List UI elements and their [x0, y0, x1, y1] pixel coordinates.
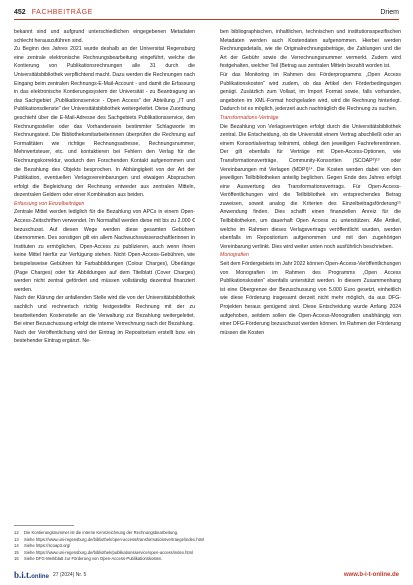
paragraph: Die Bezahlung von Verlagsverträgen erfolgt durch die Universitätsbibliothek zentral. Die Entscheidung, ob die Universität einem Vertrag abschließt oder an einem Konsortialvertrag teilnimmt, obliegt den jeweiligen Fachreferentinnen. Der gilt ebenfalls für Verträge mit Open-Access-Optionen, wie Transformationsverträge, Community-Konsortien (SCOAP³)¹³ oder Vereinbarungen mit Verlagen (MDPI)¹⁴. Die Kosten werden dabei von den jeweiligen Teilbibliotheken anteilig beglichen. Gegen Ende des Jahres erfolgt eine Auswertung des Transformationsvertrags. Für Open-Access-Veröffentlichungen wird die Teilbibliothek ein entsprechendes Betrag zuweisen, soweit analog die Kriterien des Einzelbeitragsförderung¹⁵ Anwendung finden. Dies schafft einen finanziellen Anreiz für die Teilbibliotheken, um dauerhaft Open Access zu unterstützen. Alle Artikel, welche im Rahmen dieses Verlagsvertrags veröffentlicht wurden, werden ebenfalls im Repositorium aufgenommen und mit den zugehörigen Vereinbarung verlinkt. Dies wird weiter unten noch ausführlich beschrieben.: [220, 123, 401, 250]
footnote: [14, 543, 399, 550]
paragraph: Nach der Klärung der anfallenden Stelle wird die von der Universitätsbibliothek sachlich und rechnerisch richtig festgestellte Rechnung mit der zu bearbeitenden Kostenstelle an die Verwaltung zur Bezahlung weitergeleitet. Bei einer Bezuschussung erfolgt die interne Verrechnung nach der Bezahlung.: [14, 295, 195, 328]
footnote: [14, 537, 399, 544]
logo-suffix: online: [31, 573, 49, 580]
paragraph: Zu Beginn des Jahres 2021 wurde deshalb an der Universitat Regensburg eine zentrale elektronische Rechnungsbearbeitung eingeführt, welche die Kontierung von Publikationsrechnungen alle 31 durch die Universitätsbibliothek verpflichtend macht. Dazu werden die Rechnungen nach Eingang beim zentralen Rechnungs-E-Mail-Account - und damit die Erfassung in das elektronische Kontierungssystem der Universität - zu Beantragung an das Sachgebiet „Publikationsservice - Open Access" der Abteilung „IT und Publikationsdienste" der Universitätsbibliothek weitergeleitet. Diese Zuordnung geschieht über die E-Mail-Adresse des Sachgebiets Publikationsservice, den Rechnungssteller oder das Vorhandensein bestimmter Schlagworte im Rechnungstext. Die Bibliotheksmitarbeiterinnen überprüfen die Rechnung auf Formalitäten wie richtige Rechnungsadresse, Rechnungsnummer, Mehrwertsteuer, etc. und kontaktieren bei Fehlern den Verlag für die Rechnungskorrektur, wodurch den Forschenden Kontakt aufgenommen und die Bezahlung des Objekts besprochen. In Abhängigkeit von der Art der Publikation, eventuellen Verlagsvereinbarungen und etwaigen Absprachen erfolgt die Begleichung der Rechnung entweder aus zentralen Mitteln, dezentralen Geldern oder einer Kombination aus beiden.: [14, 46, 195, 199]
subheading: Erfassung von Einzelbeiträgen: [14, 200, 85, 207]
page-number: 452: [14, 8, 26, 16]
page-header: [14, 6, 399, 18]
footnote-number: 12: [14, 530, 19, 535]
footnote-text[interactable]: Siehe https://scoap3.org/: [24, 543, 71, 549]
subheading: Transformations-Verträge: [220, 114, 279, 121]
footnote-number: 14: [14, 543, 19, 549]
section-label: FACHBEITRÄGE: [31, 8, 93, 16]
issue-info: 27 (2024) Nr. 5: [52, 571, 87, 578]
footnote-text: Die Kontierungsnummer ist die interne Kennzeichnung der Rechnungsbearbeitung.: [24, 530, 179, 535]
subheading: Monografien: [220, 252, 249, 259]
footnote-number: 16: [14, 556, 19, 562]
footnote-text[interactable]: Siehe https://www.uni-regensburg.de/bibliothek/open-access/transformationsvertraege/index.html: [24, 536, 205, 542]
paragraph: ben bibliographischen, inhaltlichen, technischen und institutionsspezifischen Metadaten werden auch Kostendaten aufgenommen. Hierbei werden Rechnungsdetails, wie die Originalrechnungsbeträge, die Zahlungen und die Art der Gebühr sowie die Verrechnungsnummer vermerkt. Zudem wird festgehalten, welcher Teil (Betrag aus zentralen Mitteln bezahlt worden ist.: [220, 29, 401, 70]
footnote: [14, 550, 399, 557]
page-footer: [14, 570, 399, 579]
footnote: [14, 530, 399, 537]
paragraph: bekannt sind und aufgrund unterschiedlichen eingegebenen Metadaten schlecht herauszuführen sind.: [14, 29, 195, 44]
paragraph: Zentrale Mittel werden lediglich für die Bezahlung von APCs in einem Open-Access-Zeitschriften verwendet. Im Normalfall werden diese mit bis zu 2.000 € bezuschusst. Auf diesen Wege werden diese gesamten Gebühren übernommen. Des sonstigen gilt ein allem Nachwuchswissenschaftlerinnen in Instituten zu ermöglichen, Open-Access zu publizieren, auch wenn ihnen keine Mittel hierfür zur Verfügung stehen. Nicht Open-Access-Gebühren, wie beispielsweise Gebühren für Farbabbildungen (Colour Charges), Überlänge (Page Charges) oder für Abbildungen auf dem Titelblatt (Cover Charges) werden nicht zentral gefördert und müssen vollständig dezentral finanziert werden.: [14, 209, 195, 293]
paragraph: Nach der Veröffentlichung wird der Eintrag im Repositorium erstellt bzw. ein bestehender Eintrag ergänzt. Ne-: [14, 329, 195, 345]
footnote: [14, 556, 399, 563]
running-title: Driem: [380, 8, 399, 16]
paragraph: Für das Monitoring im Rahmen des Förderprogramms „Open Access Publikationskosten“ wird zudem, ob das Artikel den Förderbedingungen genügt. Zusätzlich zum Vollast, im Import Format sowie, falls vorhanden, angeboten im XML-Format hochgeladen wird, wird die Rechnung hinterlegt. Dadurch ist es möglich, jederzeit auch nachträglich die Rechnung zu suchen.: [220, 71, 401, 113]
left-column: [14, 28, 195, 516]
website-link[interactable]: www.b-i-t-online.de: [343, 571, 399, 578]
journal-logo: [14, 570, 49, 580]
footnote-text: Siehe DFG-Merkblatt zur Förderung von Open-Access-Publikationskosten.: [24, 556, 163, 562]
right-column: [220, 28, 401, 516]
logo-mark: b.i.t.: [14, 569, 32, 580]
footnote-number: 15: [14, 549, 19, 555]
footnote-text[interactable]: Siehe https://www.uni-regensburg.de/bibliothek/publikationsservice/open-access/index.html: [24, 549, 193, 555]
footnote-rule: [14, 525, 74, 526]
paragraph: Seit dem Fördergebiets im Jahr 2022 können Open-Access-Veröffentlichungen von Monografien im Rahmen des Programms „Open Access Publikationskosten“ ebenfalls unterstützt werden. In diesem Zusammenhang ist eine Obergrenze der Bezuschussung von 5.000 Euro gesetzt, einheitlich wie diese Förderung insgesamt derzeit nicht mehr möglich, da aus DFG-Projekten heraus genügend sind. Diese Entscheidung wurde Anfang 2024 aufgehoben, seitdem sollen die Open-Access-Monografien unabhängig von einer DFG-Förderung bezuschusst werden können. Im Rahmen der Förderung müssen die Kosten: [220, 261, 401, 336]
header-rule: [14, 19, 399, 20]
footnote-number: 13: [14, 536, 19, 542]
footnotes: [14, 530, 399, 563]
